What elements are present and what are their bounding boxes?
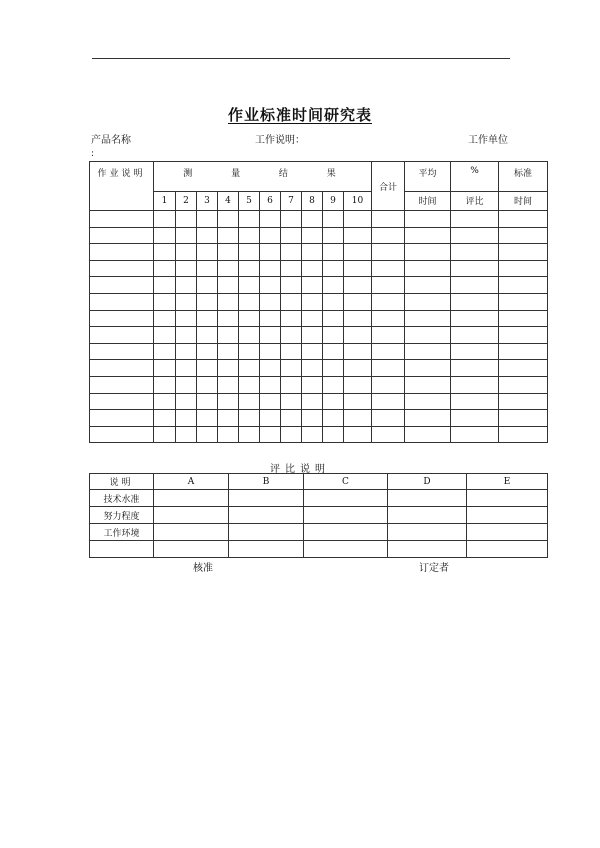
table-cell <box>344 244 372 261</box>
table-cell <box>218 327 239 344</box>
table-cell <box>302 244 323 261</box>
rating-cell <box>304 541 388 558</box>
table-cell <box>323 426 344 443</box>
table-row <box>90 376 548 393</box>
measure-number-5: 5 <box>239 192 260 211</box>
rating-row-label <box>90 541 154 558</box>
table-cell <box>90 343 154 360</box>
measure-number-6: 6 <box>260 192 281 211</box>
table-cell <box>372 211 405 228</box>
table-cell <box>451 227 499 244</box>
table-cell <box>323 410 344 427</box>
table-cell <box>154 227 176 244</box>
rating-cell <box>154 524 229 541</box>
table-cell <box>154 376 176 393</box>
table-cell <box>218 244 239 261</box>
header-pct-bottom: 评比 <box>451 192 499 211</box>
table-cell <box>176 260 197 277</box>
rating-cell <box>467 541 548 558</box>
table-cell <box>197 244 218 261</box>
work-unit-label: 工作单位 <box>468 135 508 146</box>
table-cell <box>239 260 260 277</box>
table-cell <box>405 410 451 427</box>
table-cell <box>260 343 281 360</box>
table-cell <box>218 293 239 310</box>
table-cell <box>176 244 197 261</box>
table-cell <box>239 343 260 360</box>
table-cell <box>281 244 302 261</box>
rating-cell <box>388 507 467 524</box>
table-cell <box>260 260 281 277</box>
table-cell <box>218 376 239 393</box>
table-cell <box>405 376 451 393</box>
table-cell <box>154 327 176 344</box>
form-title: 作业标准时间研究表 <box>227 106 372 124</box>
table-cell <box>197 310 218 327</box>
rating-section-title: 评比说明 <box>270 464 330 475</box>
rating-column-b: B <box>229 474 304 490</box>
table-cell <box>405 293 451 310</box>
rating-cell <box>154 541 229 558</box>
rating-cell <box>388 524 467 541</box>
rating-row <box>90 524 548 541</box>
table-cell <box>90 310 154 327</box>
author-label: 订定者 <box>419 563 449 574</box>
table-cell <box>281 360 302 377</box>
table-cell <box>323 277 344 294</box>
table-cell <box>302 260 323 277</box>
table-cell <box>323 293 344 310</box>
table-cell <box>154 260 176 277</box>
table-cell <box>405 343 451 360</box>
table-cell <box>176 227 197 244</box>
table-cell <box>239 376 260 393</box>
rating-cell <box>304 490 388 507</box>
table-cell <box>281 277 302 294</box>
table-row <box>90 227 548 244</box>
table-cell <box>302 277 323 294</box>
measure-number-2: 2 <box>176 192 197 211</box>
table-cell <box>451 211 499 228</box>
table-cell <box>405 277 451 294</box>
table-cell <box>499 277 548 294</box>
rating-cell <box>304 524 388 541</box>
table-cell <box>260 244 281 261</box>
table-cell <box>405 227 451 244</box>
table-cell <box>218 426 239 443</box>
table-cell <box>90 410 154 427</box>
table-cell <box>218 393 239 410</box>
table-cell <box>218 277 239 294</box>
table-cell <box>302 343 323 360</box>
rating-row-label: 工作环境 <box>90 524 154 541</box>
approve-label: 核准 <box>193 563 213 574</box>
rating-column-a: A <box>154 474 229 490</box>
table-cell <box>154 360 176 377</box>
table-cell <box>281 327 302 344</box>
rating-cell <box>467 490 548 507</box>
table-cell <box>239 211 260 228</box>
table-cell <box>197 327 218 344</box>
rating-row <box>90 541 548 558</box>
table-cell <box>451 327 499 344</box>
table-cell <box>451 360 499 377</box>
table-cell <box>499 376 548 393</box>
table-cell <box>372 227 405 244</box>
table-cell <box>344 360 372 377</box>
table-cell <box>90 327 154 344</box>
table-cell <box>176 376 197 393</box>
table-cell <box>344 227 372 244</box>
table-cell <box>405 426 451 443</box>
table-cell <box>302 211 323 228</box>
rating-column-d: D <box>388 474 467 490</box>
table-cell <box>344 260 372 277</box>
table-cell <box>154 211 176 228</box>
table-cell <box>218 410 239 427</box>
table-cell <box>499 211 548 228</box>
measure-number-1: 1 <box>154 192 176 211</box>
table-cell <box>499 227 548 244</box>
table-cell <box>344 310 372 327</box>
table-cell <box>451 410 499 427</box>
table-cell <box>344 376 372 393</box>
table-cell <box>218 260 239 277</box>
table-cell <box>90 244 154 261</box>
table-cell <box>405 310 451 327</box>
rating-row-label: 努力程度 <box>90 507 154 524</box>
rating-cell <box>304 507 388 524</box>
header-pct-top: % <box>451 162 499 192</box>
table-cell <box>154 244 176 261</box>
table-cell <box>323 244 344 261</box>
table-cell <box>281 376 302 393</box>
table-cell <box>197 260 218 277</box>
table-cell <box>260 426 281 443</box>
table-cell <box>302 227 323 244</box>
table-row <box>90 426 548 443</box>
table-cell <box>323 376 344 393</box>
table-cell <box>372 376 405 393</box>
table-cell <box>154 310 176 327</box>
rating-row <box>90 507 548 524</box>
table-cell <box>451 393 499 410</box>
table-cell <box>302 410 323 427</box>
product-name-label: 产品名称 <box>91 135 131 146</box>
table-cell <box>239 227 260 244</box>
rating-cell <box>154 490 229 507</box>
table-cell <box>372 327 405 344</box>
table-cell <box>239 360 260 377</box>
table-cell <box>405 260 451 277</box>
table-cell <box>260 360 281 377</box>
table-cell <box>218 310 239 327</box>
table-cell <box>499 260 548 277</box>
table-cell <box>154 343 176 360</box>
rating-row <box>90 490 548 507</box>
table-cell <box>323 310 344 327</box>
table-cell <box>218 227 239 244</box>
table-cell <box>344 343 372 360</box>
table-cell <box>90 393 154 410</box>
table-cell <box>176 426 197 443</box>
table-cell <box>239 293 260 310</box>
table-cell <box>323 260 344 277</box>
table-cell <box>90 376 154 393</box>
table-cell <box>302 426 323 443</box>
table-cell <box>218 343 239 360</box>
table-row <box>90 360 548 377</box>
table-cell <box>197 227 218 244</box>
table-cell <box>323 393 344 410</box>
table-cell <box>197 360 218 377</box>
rating-cell <box>467 524 548 541</box>
table-cell <box>176 393 197 410</box>
table-cell <box>281 410 302 427</box>
rating-header-desc: 说明 <box>90 474 154 490</box>
table-row <box>90 343 548 360</box>
table-cell <box>154 426 176 443</box>
table-cell <box>281 343 302 360</box>
header-avg-top: 平均 <box>405 162 451 192</box>
table-cell <box>451 244 499 261</box>
rating-cell <box>154 507 229 524</box>
rating-cell <box>229 541 304 558</box>
table-cell <box>239 244 260 261</box>
header-work-desc: 作业说明 <box>90 162 154 211</box>
table-cell <box>260 376 281 393</box>
table-cell <box>344 426 372 443</box>
table-cell <box>197 426 218 443</box>
table-row <box>90 277 548 294</box>
rating-cell <box>229 507 304 524</box>
table-cell <box>499 327 548 344</box>
table-cell <box>451 376 499 393</box>
table-cell <box>176 360 197 377</box>
table-cell <box>260 293 281 310</box>
table-cell <box>176 410 197 427</box>
table-cell <box>499 393 548 410</box>
table-cell <box>451 343 499 360</box>
table-cell <box>154 293 176 310</box>
table-row <box>90 211 548 228</box>
measure-number-3: 3 <box>197 192 218 211</box>
table-cell <box>176 343 197 360</box>
table-cell <box>90 277 154 294</box>
table-cell <box>239 277 260 294</box>
table-cell <box>323 227 344 244</box>
measure-number-9: 9 <box>323 192 344 211</box>
table-cell <box>372 310 405 327</box>
table-row <box>90 244 548 261</box>
table-cell <box>372 244 405 261</box>
table-cell <box>154 410 176 427</box>
work-desc-label: 工作说明： <box>255 135 305 146</box>
table-cell <box>405 244 451 261</box>
table-cell <box>239 310 260 327</box>
table-cell <box>260 227 281 244</box>
table-cell <box>405 393 451 410</box>
table-cell <box>372 277 405 294</box>
table-cell <box>90 227 154 244</box>
table-cell <box>323 360 344 377</box>
table-cell <box>239 327 260 344</box>
table-cell <box>499 293 548 310</box>
rating-cell <box>229 524 304 541</box>
table-cell <box>281 211 302 228</box>
table-cell <box>90 260 154 277</box>
rating-cell <box>388 541 467 558</box>
table-cell <box>302 393 323 410</box>
table-cell <box>176 277 197 294</box>
table-cell <box>302 310 323 327</box>
table-cell <box>302 293 323 310</box>
table-cell <box>176 310 197 327</box>
table-cell <box>176 327 197 344</box>
table-cell <box>239 393 260 410</box>
table-cell <box>197 376 218 393</box>
table-cell <box>90 426 154 443</box>
table-cell <box>260 393 281 410</box>
table-cell <box>499 426 548 443</box>
rating-column-c: C <box>304 474 388 490</box>
table-cell <box>154 277 176 294</box>
table-row <box>90 393 548 410</box>
table-cell <box>281 426 302 443</box>
table-cell <box>260 310 281 327</box>
header-avg-bottom: 时间 <box>405 192 451 211</box>
table-cell <box>260 277 281 294</box>
table-cell <box>281 310 302 327</box>
table-cell <box>154 393 176 410</box>
measure-number-7: 7 <box>281 192 302 211</box>
table-cell <box>499 244 548 261</box>
table-cell <box>451 293 499 310</box>
table-cell <box>239 410 260 427</box>
header-measure-results: 测 量 结 果 <box>154 162 372 192</box>
table-cell <box>344 277 372 294</box>
table-cell <box>323 343 344 360</box>
table-cell <box>372 343 405 360</box>
table-row <box>90 293 548 310</box>
table-cell <box>344 211 372 228</box>
table-cell <box>218 211 239 228</box>
table-cell <box>260 211 281 228</box>
table-cell <box>176 211 197 228</box>
rating-table <box>89 473 548 558</box>
table-cell <box>372 260 405 277</box>
table-cell <box>499 410 548 427</box>
table-cell <box>344 393 372 410</box>
measure-number-4: 4 <box>218 192 239 211</box>
rating-column-e: E <box>467 474 548 490</box>
table-cell <box>405 211 451 228</box>
time-study-table <box>89 161 548 443</box>
table-cell <box>302 376 323 393</box>
table-cell <box>405 327 451 344</box>
table-cell <box>239 426 260 443</box>
table-row <box>90 327 548 344</box>
measure-number-8: 8 <box>302 192 323 211</box>
table-cell <box>499 343 548 360</box>
table-cell <box>302 360 323 377</box>
table-cell <box>90 293 154 310</box>
header-rule <box>92 58 510 59</box>
table-cell <box>323 327 344 344</box>
table-cell <box>451 277 499 294</box>
rating-row-label: 技术水准 <box>90 490 154 507</box>
table-row <box>90 310 548 327</box>
table-cell <box>499 310 548 327</box>
table-cell <box>372 360 405 377</box>
table-cell <box>372 293 405 310</box>
table-cell <box>90 211 154 228</box>
table-cell <box>323 211 344 228</box>
table-row <box>90 410 548 427</box>
measure-number-10: 10 <box>344 192 372 211</box>
table-cell <box>405 360 451 377</box>
table-cell <box>451 260 499 277</box>
table-cell <box>197 293 218 310</box>
header-std-bottom: 时间 <box>499 192 548 211</box>
header-total: 合计 <box>372 162 405 211</box>
product-name-colon: : <box>91 149 95 159</box>
table-cell <box>451 426 499 443</box>
table-cell <box>372 426 405 443</box>
table-cell <box>281 227 302 244</box>
table-cell <box>344 293 372 310</box>
rating-cell <box>229 490 304 507</box>
table-cell <box>281 260 302 277</box>
rating-cell <box>467 507 548 524</box>
table-cell <box>499 360 548 377</box>
table-cell <box>197 393 218 410</box>
table-cell <box>344 410 372 427</box>
table-cell <box>197 343 218 360</box>
table-cell <box>260 327 281 344</box>
table-cell <box>451 310 499 327</box>
table-cell <box>197 410 218 427</box>
table-cell <box>197 277 218 294</box>
table-cell <box>90 360 154 377</box>
header-std-top: 标准 <box>499 162 548 192</box>
table-cell <box>260 410 281 427</box>
table-cell <box>344 327 372 344</box>
table-cell <box>302 327 323 344</box>
rating-cell <box>388 490 467 507</box>
table-cell <box>372 410 405 427</box>
table-cell <box>372 393 405 410</box>
table-cell <box>218 360 239 377</box>
table-cell <box>281 393 302 410</box>
table-row <box>90 260 548 277</box>
table-cell <box>281 293 302 310</box>
table-cell <box>197 211 218 228</box>
table-cell <box>176 293 197 310</box>
